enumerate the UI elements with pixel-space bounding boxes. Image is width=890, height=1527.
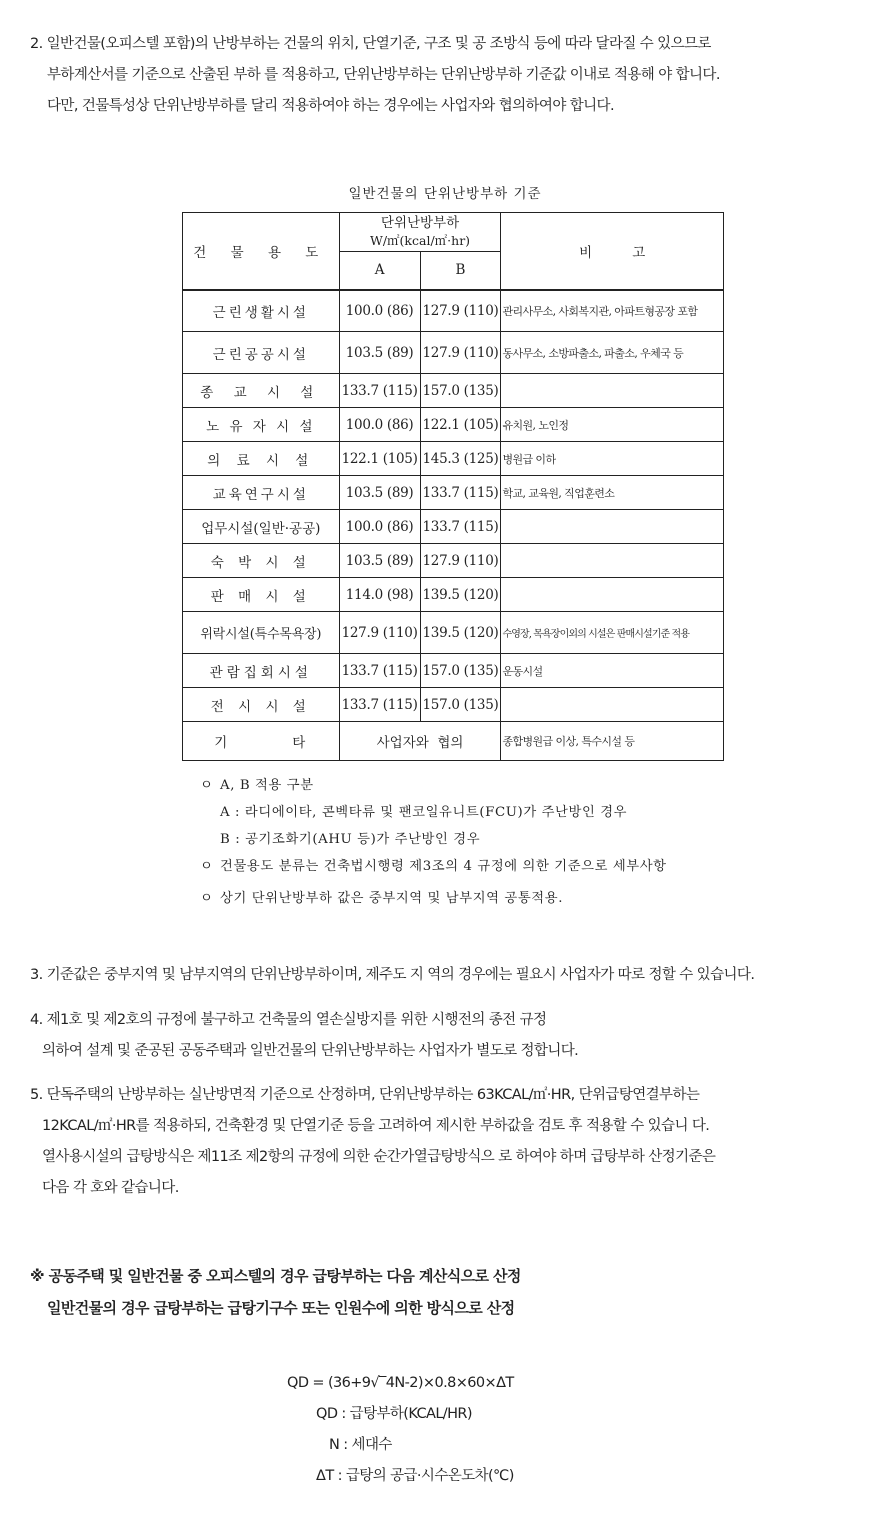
section-2 [30,29,720,122]
section-5 [30,1080,715,1204]
row-use: 종 교 시 설 [183,374,340,408]
table-row [183,544,724,578]
row-a: 100.0 (86) [339,408,420,442]
row-b: 127.9 (110) [420,332,501,374]
row-a: 103.5 (89) [339,476,420,510]
header-col-b: B [420,252,501,290]
row-note: 학교, 교육원, 직업훈련소 [501,476,724,510]
row-a: 133.7 (115) [339,374,420,408]
row-use: 기 타 [183,722,340,761]
row-b: 157.0 (135) [420,374,501,408]
row-b: 127.9 (110) [420,544,501,578]
table-row [183,442,724,476]
table-row [183,612,724,654]
section-5-line: 열사용시설의 급탕방식은 제11조 제2항의 규정에 의한 순간가열급탕방식으 로 하여야 하며 급탕부하 산정기준은 [42,1149,716,1165]
legend-text: A, B 적용 구분 [220,778,314,793]
section-5-line: 다음 각 호와 같습니다. [42,1180,179,1196]
legend-text: 상기 단위난방부하 값은 중부지역 및 남부지역 공통적용. [220,891,564,906]
row-a: 100.0 (86) [339,510,420,544]
formula-qd: QD : 급탕부하(KCAL/HR) [316,1406,472,1422]
heating-load-table [182,212,724,761]
table-row [183,374,724,408]
row-use: 판 매 시 설 [183,578,340,612]
section-2-line: 2. 일반건물(오피스텔 포함)의 난방부하는 건물의 위치, 단열기준, 구조 및 공 조방식 등에 따라 달라질 수 있으므로 [30,36,711,52]
table-row [183,654,724,688]
legend-line [200,853,667,880]
table-row [183,688,724,722]
row-a: 100.0 (86) [339,290,420,332]
row-b: 157.0 (135) [420,688,501,722]
row-note: 수영장, 목욕장이외의 시설은 판매시설기준 적용 [501,612,724,654]
row-note [501,688,724,722]
formula-block [0,1368,890,1492]
row-use: 전 시 시 설 [183,688,340,722]
section-2-line: 부하계산서를 기준으로 산출된 부하 를 적용하고, 단위난방부하는 단위난방부하 기준값 이내로 적용해 야 합니다. [47,67,720,83]
row-b: 157.0 (135) [420,654,501,688]
row-b: 145.3 (125) [420,442,501,476]
row-use: 위락시설(특수목욕장) [183,612,340,654]
row-b: 127.9 (110) [420,290,501,332]
legend-line: B : 공기조화기(AHU 등)가 주난방인 경우 [220,832,481,847]
section-5-line: 12KCAL/㎡·HR를 적용하되, 건축환경 및 단열기준 등을 고려하여 제시한 부하값을 검토 후 적용할 수 있습니 다. [42,1118,710,1134]
row-a: 133.7 (115) [339,654,420,688]
table-row [183,332,724,374]
table-row [183,510,724,544]
formula-main: QD = (36+9√‾4N-2)×0.8×60×ΔT [287,1375,514,1391]
row-a: 127.9 (110) [339,612,420,654]
row-use: 의 료 시 설 [183,442,340,476]
row-note [501,510,724,544]
formula-n: N : 세대수 [329,1437,392,1453]
table-legend [200,772,667,915]
section-4-line: 의하여 설계 및 준공된 공동주택과 일반건물의 단위난방부하는 사업자가 별도로 정합니다. [42,1043,579,1059]
row-a: 122.1 (105) [339,442,420,476]
row-ab: 사업자와 협의 [339,722,501,761]
legend-line [200,883,667,915]
section-4 [30,1005,578,1067]
header-unit-load-label: 단위난방부하 [380,215,460,231]
row-a: 103.5 (89) [339,332,420,374]
header-col-a: A [339,252,420,290]
section-4-line: 4. 제1호 및 제2호의 규정에 불구하고 건축물의 열손실방지를 위한 시행전의 종전 규정 [30,1012,547,1028]
legend-line [200,772,667,799]
row-b: 139.5 (120) [420,612,501,654]
row-note: 종합병원급 이상, 특수시설 등 [501,722,724,761]
row-b: 122.1 (105) [420,408,501,442]
row-note: 운동시설 [501,654,724,688]
row-a: 114.0 (98) [339,578,420,612]
bullet-icon: ㅇ [200,891,214,906]
formula-dt: ΔT : 급탕의 공급·시수온도차(℃) [316,1468,514,1484]
row-note [501,544,724,578]
row-use: 숙 박 시 설 [183,544,340,578]
table-row-last [183,722,724,761]
row-use: 근린공공시설 [183,332,340,374]
row-a: 133.7 (115) [339,688,420,722]
section-3-line: 3. 기준값은 중부지역 및 남부지역의 단위난방부하이며, 제주도 지 역의 경우에는 필요시 사업자가 따로 정할 수 있습니다. [30,967,755,983]
hot-water-note [30,1260,521,1324]
table-row [183,290,724,332]
row-note: 동사무소, 소방파출소, 파출소, 우체국 등 [501,332,724,374]
header-note: 비고 [501,213,724,290]
row-b: 133.7 (115) [420,510,501,544]
header-use: 건 물 용 도 [183,213,340,290]
note-line: ※ 공동주택 및 일반건물 중 오피스텔의 경우 급탕부하는 다음 계산식으로 산정 [30,1267,521,1285]
note-line: 일반건물의 경우 급탕부하는 급탕기구수 또는 인원수에 의한 방식으로 산정 [47,1299,515,1317]
section-2-line: 다만, 건물특성상 단위난방부하를 달리 적용하여야 하는 경우에는 사업자와 협의하여야 합니다. [47,98,614,114]
bullet-icon: ㅇ [200,778,214,793]
header-unit-load [339,213,501,252]
row-note [501,374,724,408]
row-use: 교육연구시설 [183,476,340,510]
row-b: 139.5 (120) [420,578,501,612]
row-note: 관리사무소, 사회복지관, 아파트형공장 포함 [501,290,724,332]
legend-line: A : 라디에이타, 콘벡타류 및 팬코일유니트(FCU)가 주난방인 경우 [220,805,628,820]
table-row [183,408,724,442]
table-row [183,578,724,612]
row-use: 업무시설(일반·공공) [183,510,340,544]
row-note: 유치원, 노인정 [501,408,724,442]
row-note [501,578,724,612]
bullet-icon: ㅇ [200,859,214,874]
header-unit: W/㎡(kcal/㎡·hr) [370,233,471,248]
table-title: 일반건물의 단위난방부하 기준 [348,186,542,202]
row-use: 근린생활시설 [183,290,340,332]
row-a: 103.5 (89) [339,544,420,578]
table-row [183,476,724,510]
row-note: 병원급 이하 [501,442,724,476]
row-b: 133.7 (115) [420,476,501,510]
row-use: 노 유 자 시 설 [183,408,340,442]
row-use: 관람집회시설 [183,654,340,688]
legend-text: 건물용도 분류는 건축법시행령 제3조의 4 규정에 의한 기준으로 세부사항 [220,859,667,874]
section-5-line: 5. 단독주택의 난방부하는 실난방면적 기준으로 산정하며, 단위난방부하는 63KCAL/㎡·HR, 단위급탕연결부하는 [30,1087,700,1103]
section-3 [30,960,754,991]
